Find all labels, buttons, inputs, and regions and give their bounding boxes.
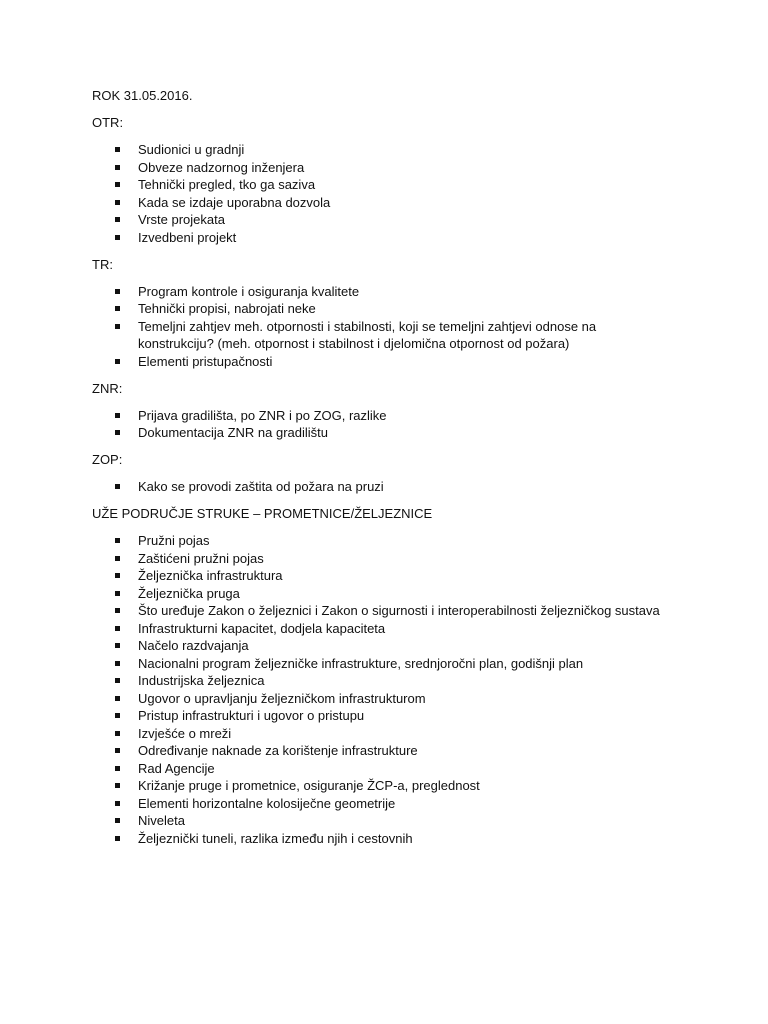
square-bullet-icon [115,713,120,718]
list-item: Željeznička pruga [92,585,728,603]
list-item: Željeznička infrastruktura [92,567,728,585]
square-bullet-icon [115,608,120,613]
list-item: Industrijska željeznica [92,672,728,690]
list-item: Prijava gradilišta, po ZNR i po ZOG, razlike [92,407,728,425]
section-znr [92,380,728,442]
square-bullet-icon [115,413,120,418]
square-bullet-icon [115,836,120,841]
square-bullet-icon [115,696,120,701]
list-item: Elementi pristupačnosti [92,353,728,371]
square-bullet-icon [115,766,120,771]
document-title: ROK 31.05.2016. [92,88,193,103]
square-bullet-icon [115,430,120,435]
list-item: Obveze nadzornog inženjera [92,159,728,177]
section-zop [92,451,728,496]
square-bullet-icon [115,235,120,240]
list-item: Ugovor o upravljanju željezničkom infrastrukturom [92,690,728,708]
list-item: Kako se provodi zaštita od požara na pruzi [92,478,728,496]
square-bullet-icon [115,556,120,561]
square-bullet-icon [115,538,120,543]
list-item: Tehnički pregled, tko ga saziva [92,176,728,194]
section-tr [92,256,728,371]
list-item: Križanje pruge i prometnice, osiguranje ŽCP-a, preglednost [92,777,728,795]
square-bullet-icon [115,147,120,152]
section-heading: UŽE PODRUČJE STRUKE – PROMETNICE/ŽELJEZNICE [92,506,433,521]
list-item: Elementi horizontalne kolosiječne geometrije [92,795,728,813]
section-otr [92,114,728,246]
square-bullet-icon [115,200,120,205]
square-bullet-icon [115,289,120,294]
list-item: Izvješće o mreži [92,725,728,743]
list-item: Određivanje naknade za korištenje infrastrukture [92,742,728,760]
square-bullet-icon [115,643,120,648]
bullet-list [92,283,728,371]
square-bullet-icon [115,306,120,311]
square-bullet-icon [115,678,120,683]
list-item: Pružni pojas [92,532,728,550]
bullet-list [92,532,728,847]
list-item: Kada se izdaje uporabna dozvola [92,194,728,212]
square-bullet-icon [115,573,120,578]
square-bullet-icon [115,182,120,187]
bullet-list [92,407,728,442]
square-bullet-icon [115,801,120,806]
section-uze-podrucje [92,505,728,847]
square-bullet-icon [115,591,120,596]
section-heading: ZOP: [92,452,123,467]
list-item: Pristup infrastrukturi i ugovor o pristupu [92,707,728,725]
list-item: Što uređuje Zakon o željeznici i Zakon o sigurnosti i interoperabilnosti željezničkog sustava [92,602,728,620]
square-bullet-icon [115,324,120,329]
list-item: Niveleta [92,812,728,830]
square-bullet-icon [115,783,120,788]
list-item: Nacionalni program željezničke infrastrukture, srednjoročni plan, godišnji plan [92,655,728,673]
list-item: Program kontrole i osiguranja kvalitete [92,283,728,301]
section-heading: ZNR: [92,380,123,396]
square-bullet-icon [115,359,120,364]
list-item: Načelo razdvajanja [92,637,728,655]
square-bullet-icon [115,661,120,666]
list-item: Rad Agencije [92,760,728,778]
square-bullet-icon [115,484,120,489]
list-item: Zaštićeni pružni pojas [92,550,728,568]
list-item: Željeznički tuneli, razlika između njih i cestovnih [92,830,728,848]
list-item: Izvedbeni projekt [92,229,728,247]
bullet-list [92,478,728,496]
section-heading: OTR: [92,115,124,130]
list-item: Temeljni zahtjev meh. otpornosti i stabilnosti, koji se temeljni zahtjevi odnose na konstrukciju? (meh. otpornost i stabilnost i djelomična otpornost od požara) [92,318,638,353]
square-bullet-icon [115,731,120,736]
list-item: Tehnički propisi, nabrojati neke [92,300,728,318]
square-bullet-icon [115,217,120,222]
list-item: Dokumentacija ZNR na gradilištu [92,424,728,442]
list-item: Infrastrukturni kapacitet, dodjela kapaciteta [92,620,728,638]
square-bullet-icon [115,626,120,631]
bullet-list [92,141,728,246]
list-item: Vrste projekata [92,211,728,229]
list-item: Sudionici u gradnji [92,141,728,159]
square-bullet-icon [115,818,120,823]
square-bullet-icon [115,165,120,170]
square-bullet-icon [115,748,120,753]
section-heading: TR: [92,256,113,272]
